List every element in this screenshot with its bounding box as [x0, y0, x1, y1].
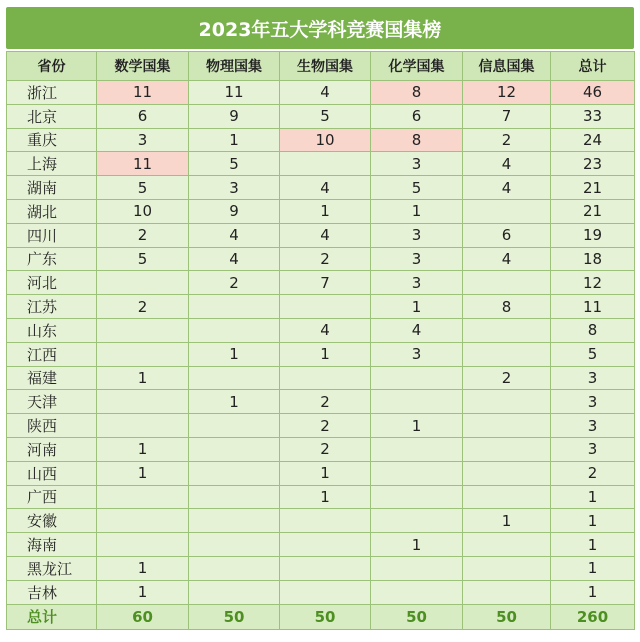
cell-math: 1 — [97, 437, 189, 461]
header-total: 总计 — [551, 52, 635, 81]
cell-physics — [189, 485, 280, 509]
table-row — [7, 533, 635, 557]
cell-total: 46 — [551, 81, 635, 105]
cell-total: 12 — [551, 271, 635, 295]
cell-province: 四川 — [7, 223, 97, 247]
cell-math: 1 — [97, 366, 189, 390]
cell-biology — [280, 580, 371, 604]
header-math: 数学国集 — [97, 52, 189, 81]
cell-biology: 4 — [280, 176, 371, 200]
cell-chemistry: 3 — [371, 152, 463, 176]
total-informatics: 50 — [463, 604, 551, 629]
table-row — [7, 342, 635, 366]
cell-province: 吉林 — [7, 580, 97, 604]
cell-biology: 1 — [280, 461, 371, 485]
cell-math: 5 — [97, 176, 189, 200]
cell-math — [97, 509, 189, 533]
ranking-table — [6, 51, 635, 630]
table-row — [7, 509, 635, 533]
cell-total: 2 — [551, 461, 635, 485]
cell-physics: 4 — [189, 247, 280, 271]
cell-biology: 5 — [280, 104, 371, 128]
cell-informatics — [463, 437, 551, 461]
cell-physics: 9 — [189, 199, 280, 223]
cell-biology: 4 — [280, 81, 371, 105]
cell-informatics — [463, 390, 551, 414]
cell-physics — [189, 509, 280, 533]
cell-physics — [189, 366, 280, 390]
cell-province: 湖北 — [7, 199, 97, 223]
cell-physics: 1 — [189, 128, 280, 152]
cell-physics: 3 — [189, 176, 280, 200]
cell-total: 19 — [551, 223, 635, 247]
cell-chemistry — [371, 437, 463, 461]
cell-physics — [189, 318, 280, 342]
cell-province: 江苏 — [7, 295, 97, 319]
cell-province: 江西 — [7, 342, 97, 366]
cell-chemistry: 1 — [371, 199, 463, 223]
cell-chemistry: 6 — [371, 104, 463, 128]
cell-province: 重庆 — [7, 128, 97, 152]
cell-physics: 1 — [189, 342, 280, 366]
table-row — [7, 223, 635, 247]
cell-physics — [189, 437, 280, 461]
cell-chemistry: 8 — [371, 81, 463, 105]
table-row — [7, 271, 635, 295]
cell-informatics: 6 — [463, 223, 551, 247]
cell-math: 11 — [97, 152, 189, 176]
cell-math: 2 — [97, 295, 189, 319]
table-row — [7, 176, 635, 200]
cell-biology — [280, 366, 371, 390]
cell-chemistry: 8 — [371, 128, 463, 152]
cell-total: 11 — [551, 295, 635, 319]
cell-biology: 10 — [280, 128, 371, 152]
cell-total: 1 — [551, 533, 635, 557]
cell-biology — [280, 295, 371, 319]
total-physics: 50 — [189, 604, 280, 629]
cell-province: 陕西 — [7, 414, 97, 438]
cell-physics: 11 — [189, 81, 280, 105]
cell-chemistry: 1 — [371, 414, 463, 438]
cell-total: 1 — [551, 556, 635, 580]
totals-row — [7, 604, 635, 629]
cell-total: 1 — [551, 580, 635, 604]
cell-total: 8 — [551, 318, 635, 342]
cell-physics: 9 — [189, 104, 280, 128]
cell-total: 33 — [551, 104, 635, 128]
cell-biology — [280, 509, 371, 533]
cell-math — [97, 271, 189, 295]
header-province: 省份 — [7, 52, 97, 81]
cell-chemistry: 3 — [371, 223, 463, 247]
cell-chemistry: 4 — [371, 318, 463, 342]
totals-label: 总计 — [7, 604, 97, 629]
cell-informatics — [463, 556, 551, 580]
cell-biology — [280, 533, 371, 557]
cell-chemistry — [371, 485, 463, 509]
cell-province: 黑龙江 — [7, 556, 97, 580]
cell-total: 3 — [551, 414, 635, 438]
cell-total: 3 — [551, 437, 635, 461]
cell-math — [97, 533, 189, 557]
cell-informatics — [463, 461, 551, 485]
cell-chemistry — [371, 509, 463, 533]
cell-physics: 5 — [189, 152, 280, 176]
cell-province: 山西 — [7, 461, 97, 485]
table-row — [7, 366, 635, 390]
cell-biology — [280, 152, 371, 176]
cell-informatics — [463, 533, 551, 557]
cell-physics: 2 — [189, 271, 280, 295]
cell-biology — [280, 556, 371, 580]
cell-chemistry — [371, 390, 463, 414]
cell-informatics — [463, 199, 551, 223]
total-biology: 50 — [280, 604, 371, 629]
cell-total: 18 — [551, 247, 635, 271]
cell-physics — [189, 461, 280, 485]
header-physics: 物理国集 — [189, 52, 280, 81]
cell-math: 3 — [97, 128, 189, 152]
cell-chemistry — [371, 580, 463, 604]
cell-chemistry: 3 — [371, 247, 463, 271]
cell-informatics: 4 — [463, 247, 551, 271]
table-row — [7, 128, 635, 152]
cell-chemistry — [371, 366, 463, 390]
cell-informatics — [463, 318, 551, 342]
table-title: 2023年五大学科竞赛国集榜 — [6, 7, 634, 49]
cell-chemistry — [371, 461, 463, 485]
table-row — [7, 318, 635, 342]
cell-biology: 2 — [280, 414, 371, 438]
table-row — [7, 414, 635, 438]
cell-province: 湖南 — [7, 176, 97, 200]
cell-physics — [189, 295, 280, 319]
header-row — [7, 52, 635, 81]
cell-informatics: 4 — [463, 176, 551, 200]
header-informatics: 信息国集 — [463, 52, 551, 81]
header-chemistry: 化学国集 — [371, 52, 463, 81]
cell-informatics: 8 — [463, 295, 551, 319]
cell-province: 浙江 — [7, 81, 97, 105]
cell-province: 天津 — [7, 390, 97, 414]
total-overall: 260 — [551, 604, 635, 629]
cell-physics — [189, 414, 280, 438]
cell-total: 5 — [551, 342, 635, 366]
cell-math — [97, 414, 189, 438]
cell-province: 广东 — [7, 247, 97, 271]
cell-math — [97, 318, 189, 342]
header-biology: 生物国集 — [280, 52, 371, 81]
cell-total: 21 — [551, 199, 635, 223]
cell-informatics: 12 — [463, 81, 551, 105]
cell-chemistry: 3 — [371, 342, 463, 366]
table-row — [7, 580, 635, 604]
cell-total: 23 — [551, 152, 635, 176]
cell-province: 安徽 — [7, 509, 97, 533]
total-chemistry: 50 — [371, 604, 463, 629]
cell-biology: 2 — [280, 390, 371, 414]
table-row — [7, 461, 635, 485]
cell-total: 24 — [551, 128, 635, 152]
cell-math: 6 — [97, 104, 189, 128]
cell-math — [97, 485, 189, 509]
cell-biology: 7 — [280, 271, 371, 295]
cell-math: 11 — [97, 81, 189, 105]
cell-biology: 2 — [280, 247, 371, 271]
total-math: 60 — [97, 604, 189, 629]
cell-province: 广西 — [7, 485, 97, 509]
cell-math: 1 — [97, 556, 189, 580]
cell-total: 3 — [551, 390, 635, 414]
cell-biology: 4 — [280, 318, 371, 342]
table-row — [7, 81, 635, 105]
table-row — [7, 104, 635, 128]
cell-informatics: 1 — [463, 509, 551, 533]
cell-math: 1 — [97, 580, 189, 604]
table-row — [7, 556, 635, 580]
cell-biology: 4 — [280, 223, 371, 247]
cell-math — [97, 390, 189, 414]
table-row — [7, 437, 635, 461]
cell-physics: 4 — [189, 223, 280, 247]
cell-math: 1 — [97, 461, 189, 485]
table-body — [7, 81, 635, 605]
cell-province: 福建 — [7, 366, 97, 390]
cell-province: 海南 — [7, 533, 97, 557]
cell-chemistry: 5 — [371, 176, 463, 200]
cell-informatics: 7 — [463, 104, 551, 128]
cell-province: 河北 — [7, 271, 97, 295]
table-row — [7, 247, 635, 271]
cell-math: 5 — [97, 247, 189, 271]
cell-informatics: 2 — [463, 128, 551, 152]
cell-total: 1 — [551, 485, 635, 509]
cell-total: 1 — [551, 509, 635, 533]
table-row — [7, 152, 635, 176]
cell-informatics — [463, 342, 551, 366]
cell-informatics — [463, 580, 551, 604]
cell-chemistry: 1 — [371, 533, 463, 557]
cell-chemistry — [371, 556, 463, 580]
cell-informatics: 4 — [463, 152, 551, 176]
cell-province: 山东 — [7, 318, 97, 342]
cell-biology: 1 — [280, 485, 371, 509]
cell-physics — [189, 580, 280, 604]
cell-physics — [189, 533, 280, 557]
cell-informatics — [463, 414, 551, 438]
cell-physics: 1 — [189, 390, 280, 414]
cell-biology: 2 — [280, 437, 371, 461]
cell-biology: 1 — [280, 342, 371, 366]
cell-physics — [189, 556, 280, 580]
cell-chemistry: 1 — [371, 295, 463, 319]
table-row — [7, 390, 635, 414]
table-row — [7, 295, 635, 319]
cell-total: 21 — [551, 176, 635, 200]
cell-province: 河南 — [7, 437, 97, 461]
cell-province: 北京 — [7, 104, 97, 128]
cell-informatics: 2 — [463, 366, 551, 390]
cell-chemistry: 3 — [371, 271, 463, 295]
cell-province: 上海 — [7, 152, 97, 176]
cell-total: 3 — [551, 366, 635, 390]
table-row — [7, 199, 635, 223]
table-row — [7, 485, 635, 509]
cell-math — [97, 342, 189, 366]
cell-informatics — [463, 271, 551, 295]
cell-biology: 1 — [280, 199, 371, 223]
cell-informatics — [463, 485, 551, 509]
cell-math: 10 — [97, 199, 189, 223]
cell-math: 2 — [97, 223, 189, 247]
